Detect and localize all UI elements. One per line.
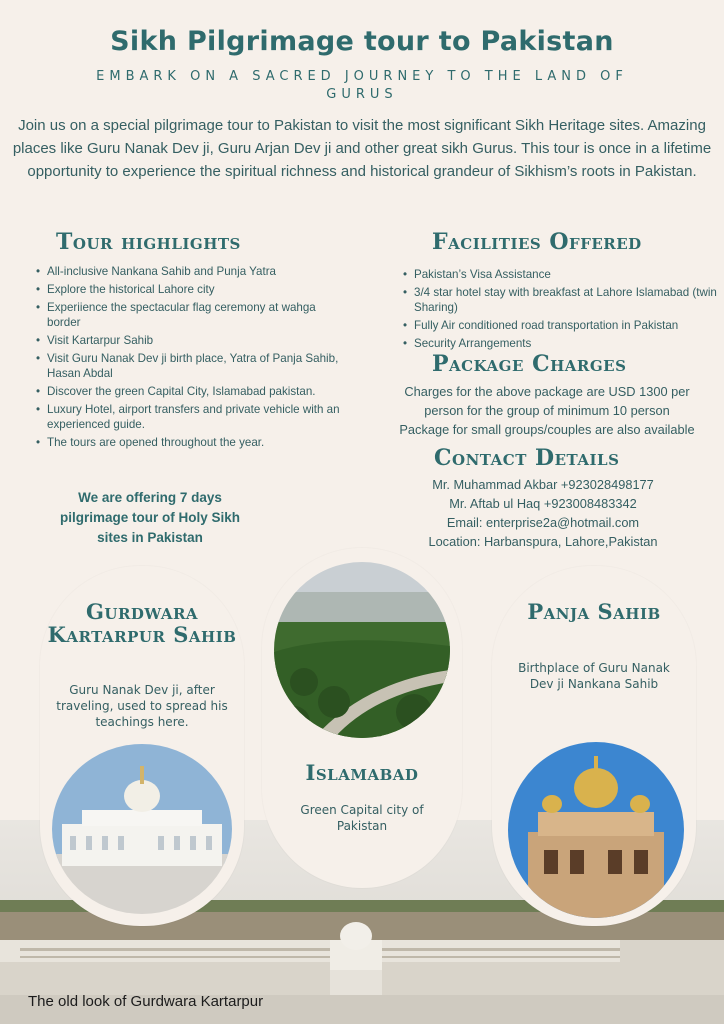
contact-email: Email: enterprise2a@hotmail.com bbox=[446, 515, 640, 530]
card-kartarpur bbox=[40, 566, 244, 926]
list-item: • Fully Air conditioned road transportation in Pakistan bbox=[401, 318, 723, 333]
list-item: • Visit Kartarpur Sahib bbox=[34, 333, 344, 348]
panja-sahib-photo bbox=[508, 742, 684, 918]
card-panja-sahib bbox=[492, 566, 696, 926]
contact-location: Location: Harbanspura, Lahore,Pakistan bbox=[428, 534, 658, 549]
intro-paragraph: Join us on a special pilgrimage tour to Pakistan to visit the most significant Sikh Heritage sites. Amazing places like Guru Nanak Dev ji, Guru Arjan Dev ji and other great sikh Gurus. This tour is once in a lifetime opportunity to experience the spiritual richness and historical grandeur of Sikhism’s roots in Pakistan. bbox=[12, 117, 712, 180]
card-description: Birthplace of Guru Nanak Dev ji Nankana Sahib bbox=[518, 661, 670, 691]
list-item: • Explore the historical Lahore city bbox=[34, 282, 344, 297]
list-item: • Discover the green Capital City, Islamabad pakistan. bbox=[34, 384, 344, 399]
facilities-heading: Facilities Offered bbox=[432, 229, 642, 255]
kartarpur-photo bbox=[52, 744, 232, 914]
package-heading: Package Charges bbox=[432, 351, 627, 377]
list-item: • Pakistan’s Visa Assistance bbox=[401, 267, 723, 282]
contact-phone: Mr. Muhammad Akbar +923028498177 bbox=[432, 477, 654, 492]
photo-caption: The old look of Gurdwara Kartarpur bbox=[28, 993, 264, 1010]
page-title: Sikh Pilgrimage tour to Pakistan bbox=[110, 26, 614, 57]
card-title: Panja Sahib bbox=[527, 599, 661, 624]
list-item: • 3/4 star hotel stay with breakfast at Lahore Islamabad (twin Sharing) bbox=[401, 285, 723, 315]
list-item: • All-inclusive Nankana Sahib and Punja Yatra bbox=[34, 264, 344, 279]
contact-phone: Mr. Aftab ul Haq +923008483342 bbox=[449, 496, 637, 511]
islamabad-photo bbox=[274, 562, 450, 738]
offer-text: We are offering 7 days pilgrimage tour of Holy Sikh sites in Pakistan bbox=[60, 490, 241, 545]
card-title: Islamabad bbox=[305, 760, 419, 785]
package-details bbox=[370, 382, 724, 439]
card-description: Guru Nanak Dev ji, after traveling, used to spread his teachings here. bbox=[56, 683, 228, 729]
card-islamabad bbox=[262, 548, 462, 888]
list-item: • Luxury Hotel, airport transfers and private vehicle with an experienced guide. bbox=[34, 402, 344, 432]
list-item: • Visit Guru Nanak Dev ji birth place, Yatra of Panja Sahib, Hasan Abdal bbox=[34, 351, 344, 381]
tour-highlights-heading: Tour highlights bbox=[56, 229, 241, 255]
card-description: Green Capital city of Pakistan bbox=[300, 803, 424, 833]
package-line: Charges for the above package are USD 1300 per bbox=[404, 384, 690, 399]
list-item: • The tours are opened throughout the year. bbox=[34, 435, 344, 450]
highlights-list bbox=[34, 264, 344, 453]
package-line: Package for small groups/couples are also available bbox=[399, 422, 695, 437]
package-line: person for the group of minimum 10 person bbox=[424, 403, 670, 418]
facilities-list bbox=[401, 267, 723, 354]
list-item: • Security Arrangements bbox=[401, 336, 723, 351]
contact-heading: Contact Details bbox=[434, 445, 620, 471]
card-title: Gurdwara Kartarpur Sahib bbox=[47, 599, 237, 647]
list-item: • Experiience the spectacular flag ceremony at wahga border bbox=[34, 300, 344, 330]
contact-details bbox=[376, 475, 710, 551]
page-subtitle: EMBARK ON A SACRED JOURNEY TO THE LAND OF GURUS bbox=[96, 69, 628, 102]
